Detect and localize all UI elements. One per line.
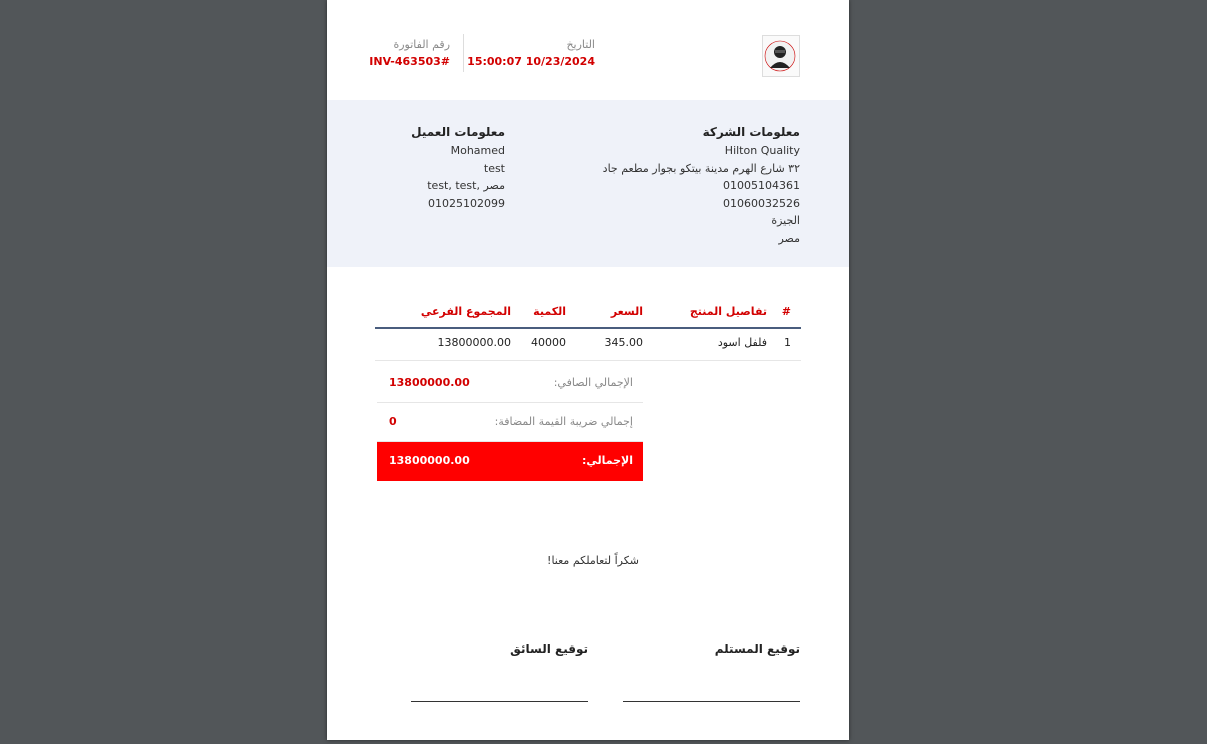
net-total-row <box>377 364 643 403</box>
header-divider <box>463 34 464 72</box>
row-desc: فلفل اسود <box>717 336 767 349</box>
grand-total-row <box>377 442 643 481</box>
info-section <box>327 100 849 267</box>
receiver-signature-label: توقيع المستلم <box>714 642 800 656</box>
thanks-message: شكراً لتعاملكم معنا! <box>547 554 639 567</box>
company-logo <box>762 35 800 77</box>
vat-total-value: 0 <box>389 415 397 428</box>
client-info <box>411 122 505 212</box>
header-price: السعر <box>610 305 643 318</box>
driver-signature-line <box>411 701 588 702</box>
row-num: 1 <box>784 336 791 349</box>
net-total-value: 13800000.00 <box>389 376 470 389</box>
company-phone-1: 01005104361 <box>723 179 800 192</box>
client-address: test, test, مصر <box>427 179 505 192</box>
table-header <box>375 302 801 329</box>
company-info <box>603 122 800 247</box>
grand-total-value: 13800000.00 <box>389 454 470 467</box>
grand-total-label: الإجمالي: <box>581 454 633 467</box>
header-subtotal: المجموع الفرعي <box>420 305 511 318</box>
company-name: Hilton Quality <box>724 144 800 157</box>
invoice-header <box>327 0 849 100</box>
date-label: التاريخ <box>566 38 595 51</box>
table-row <box>375 329 801 361</box>
header-qty: الكمية <box>533 305 566 318</box>
company-phone-2: 01060032526 <box>723 196 800 210</box>
vat-total-row <box>377 403 643 442</box>
company-city: الجيزة <box>771 214 800 227</box>
invoice-number-label: رقم الفاتورة <box>393 38 450 51</box>
receiver-signature <box>715 642 800 656</box>
company-country: مصر <box>778 231 800 245</box>
invoice-date <box>467 37 595 71</box>
products-table <box>375 302 801 361</box>
invoice-number <box>369 37 450 71</box>
client-company: test <box>483 161 505 175</box>
header-num: # <box>781 305 791 318</box>
company-address: ٣٢ شارع الهرم مدينة بيتكو بجوار مطعم جاد <box>602 161 800 175</box>
client-phone: 01025102099 <box>428 196 505 210</box>
driver-signature <box>510 642 588 656</box>
totals-box <box>377 364 643 481</box>
company-info-title: معلومات الشركة <box>702 125 800 139</box>
driver-signature-label: توقيع السائق <box>510 642 588 656</box>
row-subtotal: 13800000.00 <box>437 336 511 349</box>
row-price: 345.00 <box>604 336 643 349</box>
receiver-signature-line <box>623 701 800 702</box>
header-desc: تفاصيل المنتج <box>689 305 767 318</box>
vat-total-label: إجمالي ضريبة القيمة المضافة: <box>494 415 633 428</box>
client-name: Mohamed <box>450 144 505 157</box>
invoice-page <box>327 0 849 740</box>
client-info-title: معلومات العميل <box>411 125 505 139</box>
date-value: 15:00:07 10/23/2024 <box>467 55 595 68</box>
row-qty: 40000 <box>531 336 566 349</box>
invoice-number-value: INV-463503# <box>369 55 450 68</box>
net-total-label: الإجمالي الصافي: <box>553 376 633 389</box>
